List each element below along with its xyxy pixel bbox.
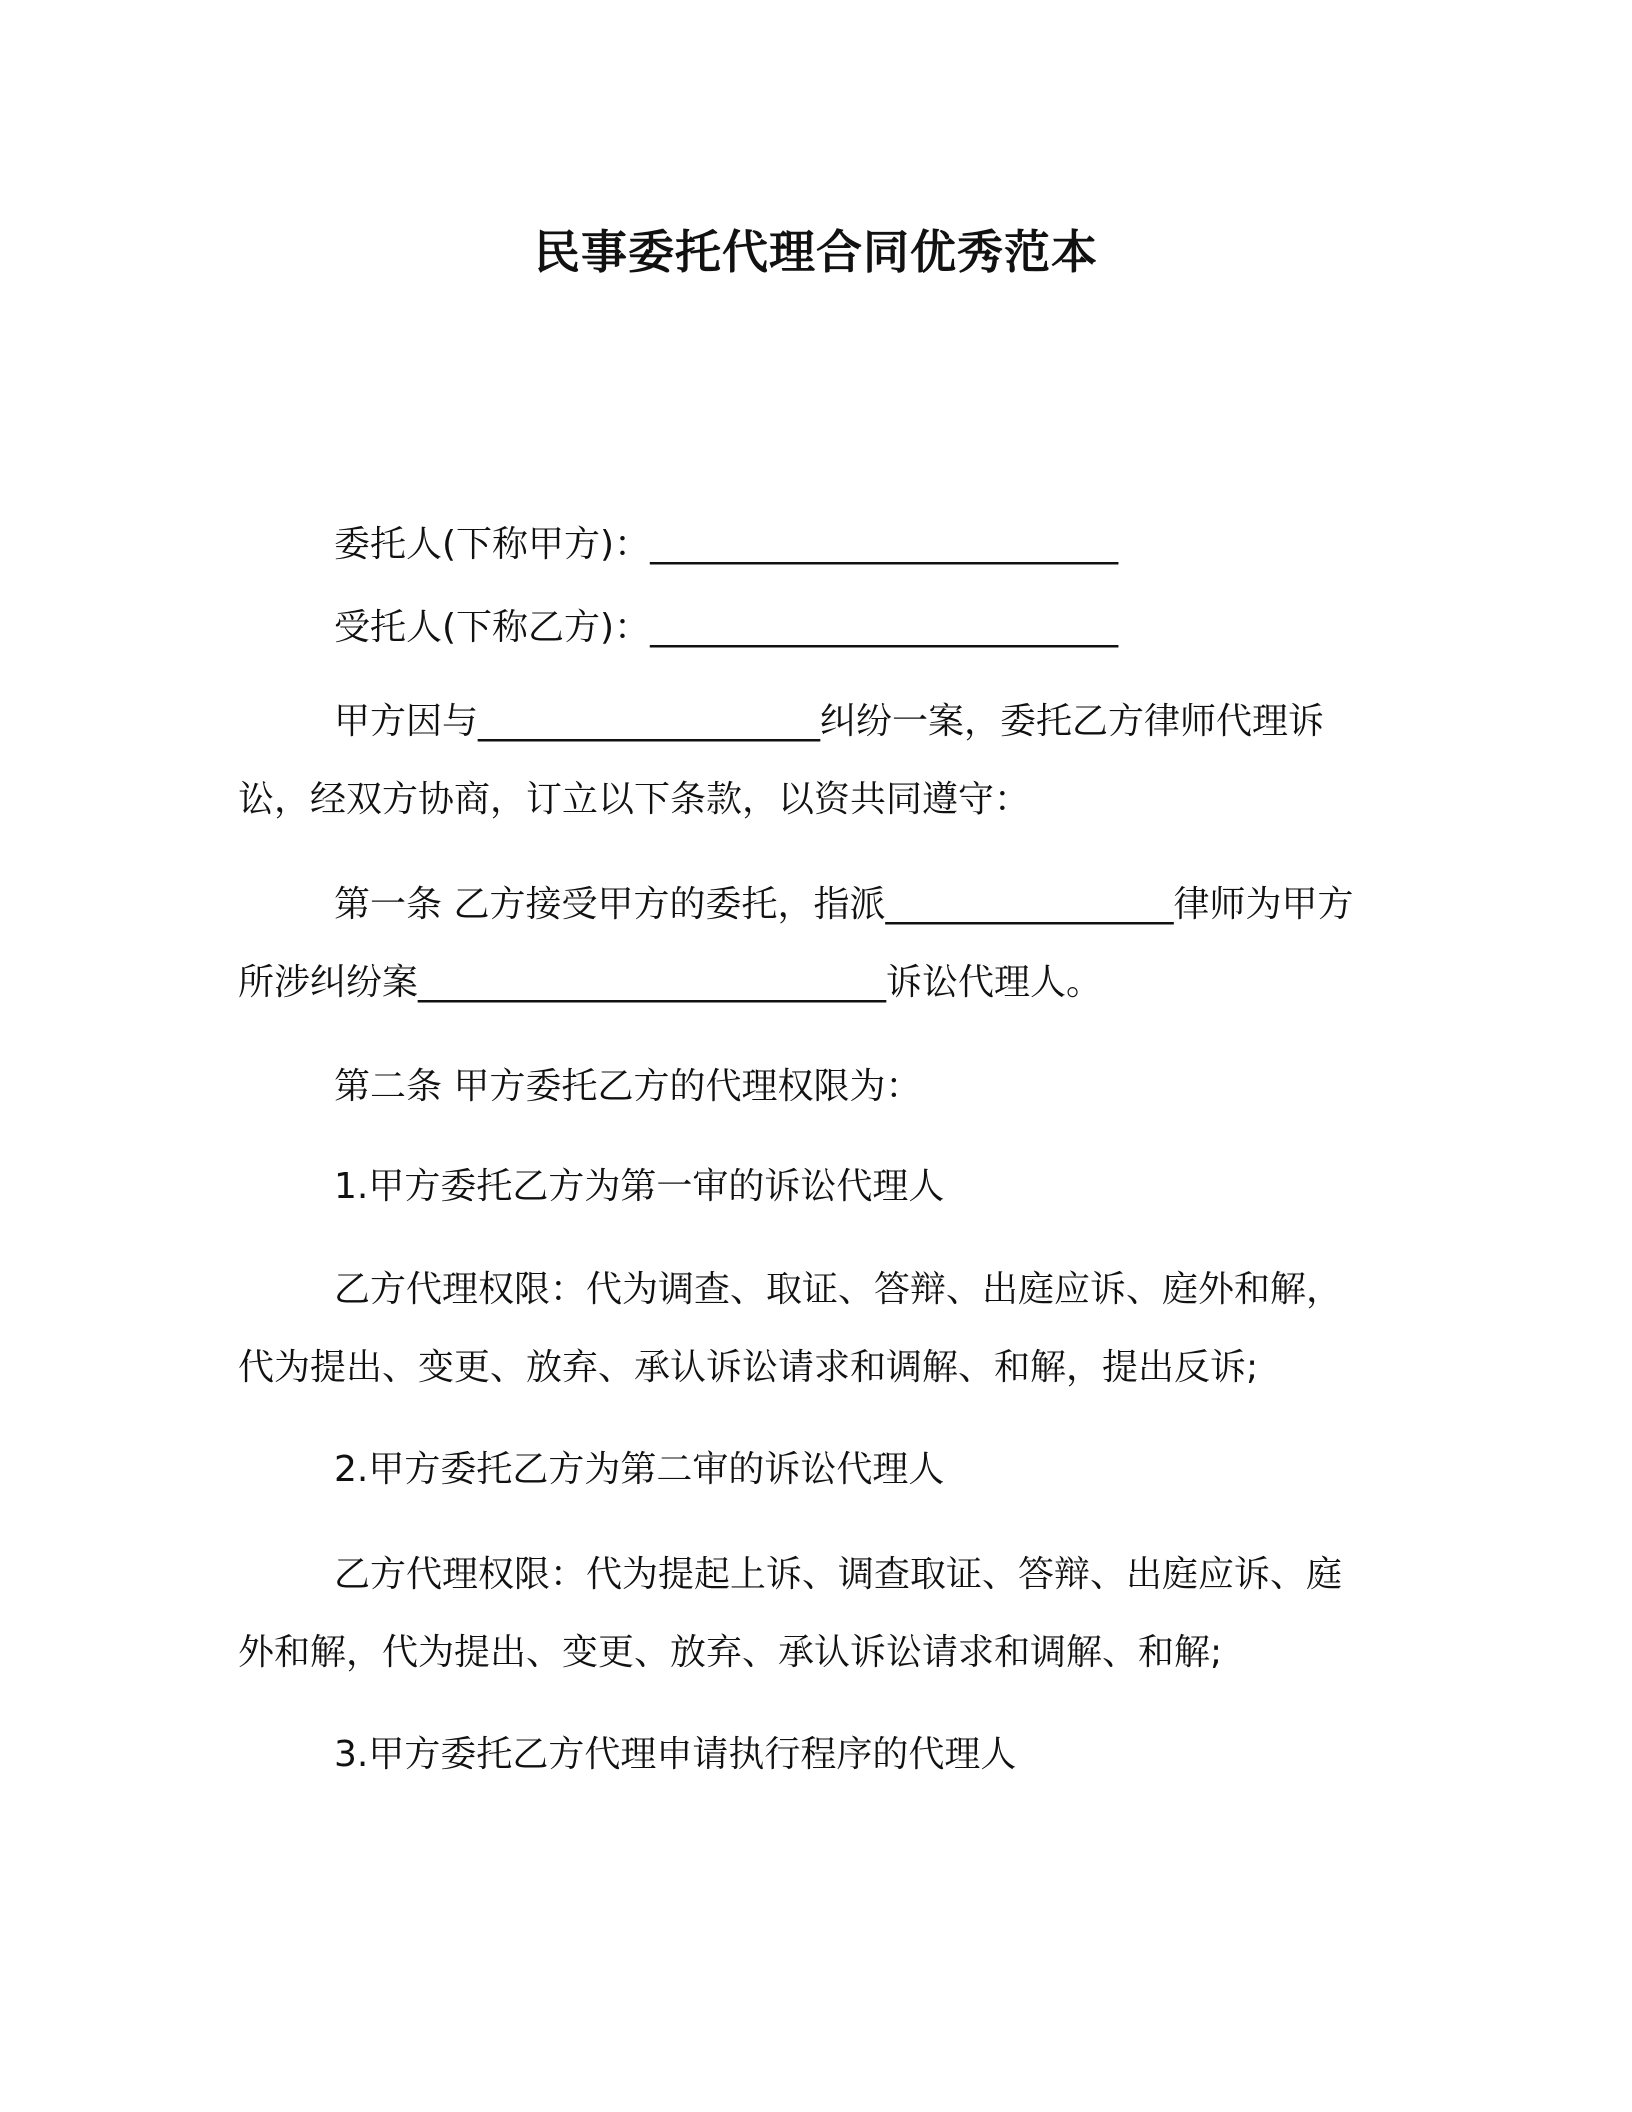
paragraph-line: 代为提出、变更、放弃、承认诉讼请求和调解、和解，提出反诉; bbox=[238, 1347, 1259, 1388]
paragraph-line: 乙方代理权限：代为提起上诉、调查取证、答辩、出庭应诉、庭 bbox=[334, 1554, 1343, 1595]
paragraph-line: 讼，经双方协商，订立以下条款，以资共同遵守： bbox=[238, 779, 1031, 820]
list-item: 2.甲方委托乙方为第二审的诉讼代理人 bbox=[334, 1449, 945, 1490]
paragraph-line: 所涉纠纷案__________________________诉讼代理人。 bbox=[238, 962, 1103, 1003]
paragraph-line: 外和解，代为提出、变更、放弃、承认诉讼请求和调解、和解; bbox=[238, 1632, 1223, 1673]
list-item: 3.甲方委托乙方代理申请执行程序的代理人 bbox=[334, 1734, 1017, 1775]
paragraph-line: 乙方代理权限：代为调查、取证、答辩、出庭应诉、庭外和解， bbox=[334, 1269, 1343, 1310]
document-title: 民事委托代理合同优秀范本 bbox=[534, 225, 1098, 279]
paragraph-line: 甲方因与___________________纠纷一案，委托乙方律师代理诉 bbox=[334, 701, 1325, 742]
paragraph-line: 第一条 乙方接受甲方的委托，指派________________律师为甲方 bbox=[334, 884, 1354, 925]
client-line: 委托人(下称甲方)：__________________________ bbox=[334, 524, 1119, 565]
list-item: 1.甲方委托乙方为第一审的诉讼代理人 bbox=[334, 1166, 945, 1207]
paragraph-line: 第二条 甲方委托乙方的代理权限为： bbox=[334, 1066, 922, 1107]
agent-line: 受托人(下称乙方)：__________________________ bbox=[334, 607, 1119, 648]
